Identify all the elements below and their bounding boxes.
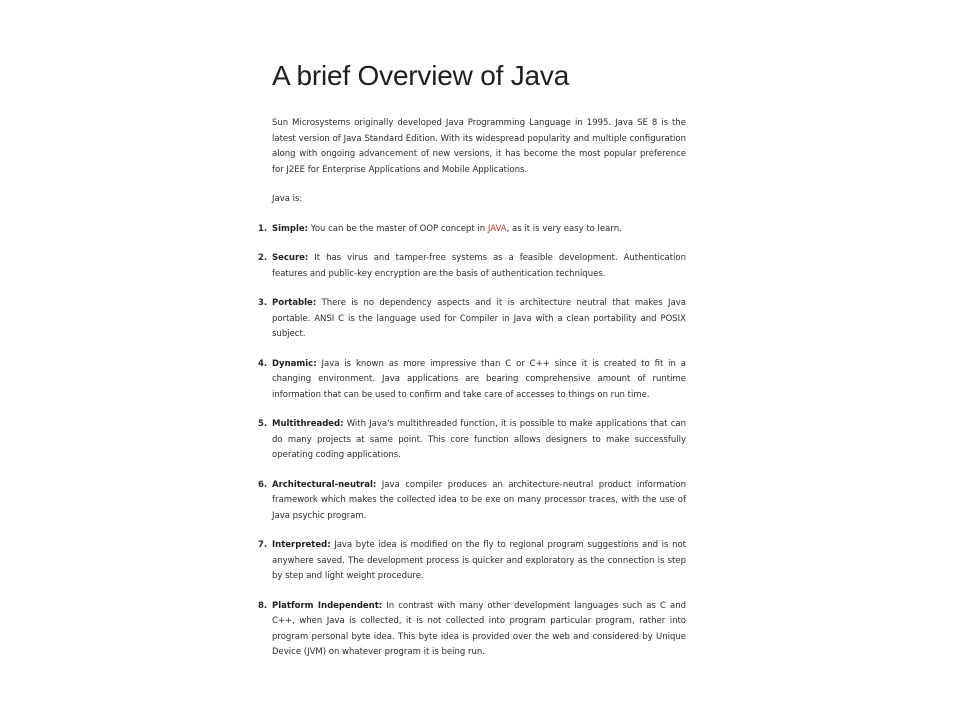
list-item-text: You can be the master of OOP concept in	[308, 223, 488, 234]
java-link[interactable]: JAVA	[487, 223, 507, 234]
list-item-number: 3.	[258, 298, 268, 308]
list-item-portable	[258, 296, 686, 343]
list-item-term: Portable:	[272, 298, 317, 308]
list-item-term: Simple:	[272, 223, 309, 234]
list-item-term: Multithreaded:	[272, 419, 344, 429]
list-item-number: 1.	[258, 223, 268, 234]
list-item-simple	[258, 222, 686, 238]
list-item-term: Dynamic:	[272, 358, 317, 369]
list-item-term: Platform Independent:	[272, 600, 383, 611]
list-item-number: 2.	[258, 253, 268, 263]
list-item-text: Java is known as more impressive than C or C++ since it is created to fit in a changing environment. Java applications are bearing comprehensive amount of runtime information that can be used to confirm and take care of accesses to things on run time.	[272, 358, 686, 400]
list-item-number: 6.	[258, 479, 268, 490]
feature-list	[258, 222, 686, 661]
list-item-platform-independent	[258, 599, 686, 661]
list-item-text: Java byte idea is modified on the fly to regional program suggestions and is not anywhere saved. The development process is quicker and exploratory as the connection is step by step and light weight procedure.	[272, 540, 686, 581]
list-lead: Java is:	[272, 194, 303, 204]
document-title: A brief Overview of Java	[272, 60, 570, 91]
list-item-dynamic	[258, 357, 686, 404]
list-item-number: 5.	[258, 419, 268, 429]
list-item-text: With Java's multithreaded function, it is possible to make applications that can do many projects at same point. This core function allows designers to make successfully operating coding applications.	[272, 419, 686, 460]
intro-paragraph: Sun Microsystems originally developed Java Programming Language in 1995. Java SE 8 is the latest version of Java Standard Edition. With its widespread popularity and multiple configuration along with ongoing advancement of new versions, it has become the most popular preference for J2EE for Enterprise Applications and Mobile Applications.	[272, 118, 686, 175]
list-item-number: 4.	[258, 358, 268, 369]
list-item-text: In contrast with many other development languages such as C and C++, when Java is collected, it is not collected into program particular program, rather into program personal byte idea. This byte idea is provided over the web and considered by Unique Device (JVM) on whatever program it is being run.	[272, 600, 686, 657]
list-item-text: Java compiler produces an architecture-neutral product information framework which makes the collected idea to be exe on many processor traces, with the use of Java psychic program.	[272, 479, 686, 521]
list-item-text: It has virus and tamper-free systems as a feasible development. Authentication features and public-key encryption are the basis of authentication techniques.	[272, 253, 686, 279]
document-content	[258, 58, 686, 661]
list-item-secure	[258, 251, 686, 282]
list-item-text: There is no dependency aspects and it is architecture neutral that makes Java portable. ANSI C is the language used for Compiler in Java with a clean portability and POSIX subject.	[272, 298, 686, 339]
list-item-interpreted	[258, 538, 686, 585]
list-item-term: Architectural-neutral:	[272, 479, 377, 490]
list-item-text: , as it is very easy to learn.	[506, 223, 622, 234]
list-item-number: 8.	[258, 600, 268, 611]
list-item-number: 7.	[258, 540, 268, 550]
list-item-architectural-neutral	[258, 478, 686, 525]
list-item-term: Interpreted:	[272, 540, 331, 550]
list-item-term: Secure:	[272, 253, 309, 263]
list-item-multithreaded	[258, 417, 686, 464]
